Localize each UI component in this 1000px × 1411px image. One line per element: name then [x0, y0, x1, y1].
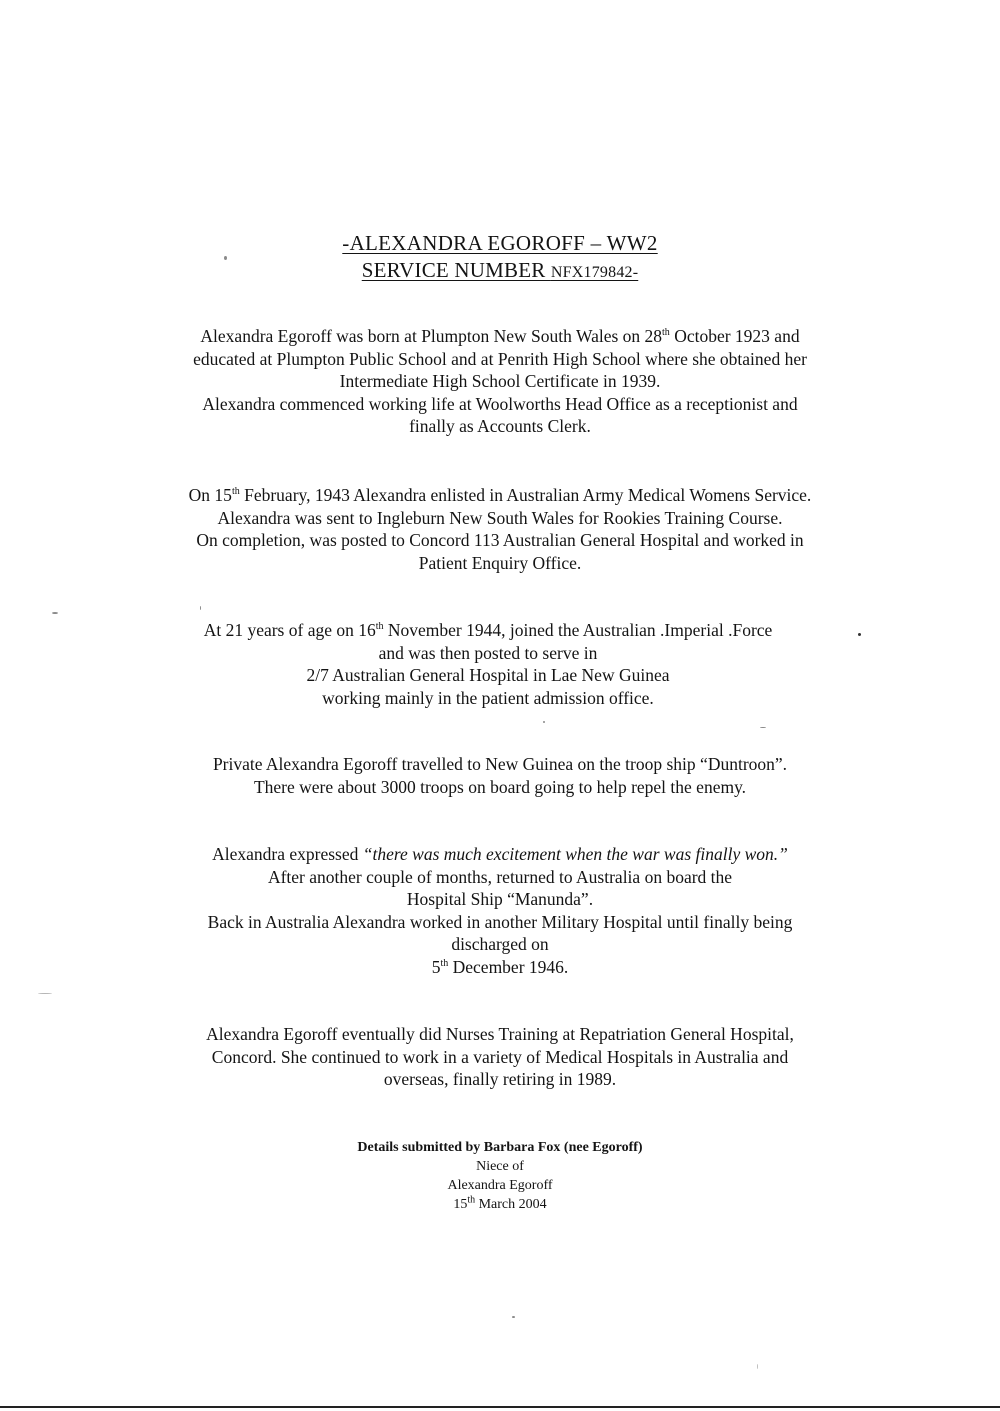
paragraph-line	[0, 484, 1000, 507]
paragraph-line: 2/7 Australian General Hospital in Lae New Guinea	[306, 665, 670, 685]
scan-speck	[52, 612, 58, 614]
paragraph-line	[0, 843, 1000, 866]
subject-name-line: Alexandra Egoroff	[447, 1178, 553, 1193]
submitter-line: Details submitted by Barbara Fox (nee Egoroff)	[357, 1140, 643, 1155]
text-run: On 15	[188, 485, 232, 505]
paragraph-line: There were about 3000 troops on board going to help repel the enemy.	[253, 776, 747, 797]
quotation: “there was much excitement when the war was finally won.”	[362, 844, 788, 864]
scan-speck	[760, 727, 766, 728]
ordinal-suffix: th	[467, 1194, 476, 1206]
ordinal-suffix: th	[231, 486, 240, 498]
paragraph-line: After another couple of months, returned to Australia on board the	[267, 866, 733, 887]
paragraph-early-life	[0, 325, 1000, 438]
submission-details	[0, 1138, 1000, 1214]
relation-line: Niece of	[476, 1159, 524, 1174]
paragraph-line	[0, 619, 988, 642]
paragraph-line: Back in Australia Alexandra worked in another Military Hospital until finally being	[207, 911, 793, 932]
paragraph-line: On completion, was posted to Concord 113 Australian General Hospital and worked in	[196, 530, 804, 550]
ordinal-suffix: th	[375, 621, 384, 633]
paragraph-line	[0, 325, 1000, 348]
ordinal-suffix: th	[662, 327, 670, 339]
scan-speck	[757, 1364, 758, 1369]
paragraph-nursing-career	[0, 1023, 1000, 1091]
text-run: 5	[431, 956, 441, 977]
service-number-heading	[0, 258, 1000, 285]
paragraph-line: educated at Plumpton Public School and at Penrith High School where she obtained her	[193, 348, 807, 369]
scan-edge-line	[0, 1406, 1000, 1408]
paragraph-line: Alexandra Egoroff eventually did Nurses Training at Repatriation General Hospital,	[206, 1024, 794, 1044]
paragraph-aif	[0, 619, 988, 709]
service-number-label: SERVICE NUMBER	[361, 258, 551, 282]
paragraph-line: Hospital Ship “Manunda”.	[406, 889, 594, 909]
paragraph-line: Private Alexandra Egoroff travelled to New Guinea on the troop ship “Duntroon”.	[212, 754, 788, 774]
ordinal-suffix: th	[440, 957, 449, 969]
paragraph-line: working mainly in the patient admission office.	[322, 687, 654, 708]
submission-date	[0, 1195, 1000, 1214]
service-number-value: NFX179842-	[550, 264, 639, 281]
text-run: At 21 years of age on 16	[203, 620, 376, 640]
paragraph-troop-ship	[0, 753, 1000, 798]
scan-speck	[200, 606, 201, 610]
text-run: February, 1943 Alexandra enlisted in Australian Army Medical Womens Service.	[239, 485, 812, 505]
scan-speck	[38, 993, 52, 994]
text-run: March 2004	[475, 1197, 547, 1212]
paragraph-line: Alexandra was sent to Ingleburn New South Wales for Rookies Training Course.	[217, 507, 783, 528]
scan-speck	[858, 633, 861, 636]
text-run: December 1946.	[448, 956, 569, 977]
paragraph-line: Patient Enquiry Office.	[418, 552, 582, 573]
paragraph-line: overseas, finally retiring in 1989.	[383, 1069, 617, 1089]
text-run: October 1923 and	[669, 326, 800, 346]
text-run: Alexandra Egoroff was born at Plumpton New South Wales on 28	[200, 326, 663, 346]
paragraph-line: discharged on	[451, 934, 549, 954]
text-run: 15	[453, 1197, 468, 1212]
text-run: November 1944, joined the Australian .Imperial .Force	[383, 620, 773, 640]
paragraph-line: Concord. She continued to work in a variety of Medical Hospitals in Australia and	[211, 1046, 789, 1067]
paragraph-war-end	[0, 843, 1000, 978]
paragraph-line	[0, 956, 1000, 979]
scan-speck	[512, 1316, 515, 1318]
paragraph-line: and was then posted to serve in	[378, 642, 598, 663]
text-run: Alexandra expressed	[212, 844, 363, 864]
paragraph-line: Intermediate High School Certificate in 1939.	[339, 371, 661, 391]
paragraph-line: Alexandra commenced working life at Woolworths Head Office as a receptionist and	[202, 393, 798, 414]
document-title: -ALEXANDRA EGOROFF – WW2	[342, 231, 658, 255]
paragraph-enlistment	[0, 484, 1000, 574]
scan-speck	[224, 256, 227, 260]
paragraph-line: finally as Accounts Clerk.	[409, 416, 591, 436]
scan-speck	[543, 721, 545, 723]
